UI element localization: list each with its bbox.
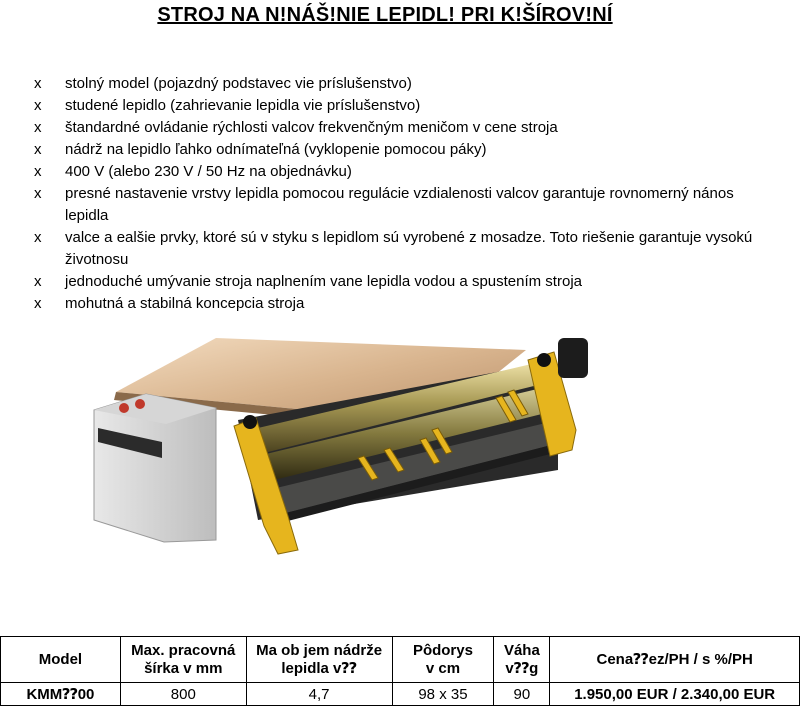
list-item <box>34 73 774 95</box>
feature-text: studené lepidlo (zahrievanie lepidla vie príslušenstvo) <box>65 97 421 114</box>
list-item <box>34 95 774 117</box>
cell-volume: 4,7 <box>246 683 392 706</box>
feature-text: mohutná a stabilná koncepcia stroja <box>65 295 305 312</box>
list-item <box>34 271 774 293</box>
bullet-mark: x <box>34 163 42 180</box>
list-item <box>34 227 774 271</box>
list-item <box>34 293 774 315</box>
feature-text: 400 V (alebo 230 V / 50 Hz na objednávku) <box>65 163 352 180</box>
title-text: STROJ NA N!NÁŠ!NIE LEPIDL! PRI K!ŠÍROV!NÍ <box>157 4 613 26</box>
drive-motor <box>558 338 588 378</box>
machine-photo <box>88 330 618 560</box>
cell-price: 1.950,00 EUR / 2.340,00 EUR <box>550 683 800 706</box>
list-item <box>34 161 774 183</box>
header-weight: Váha v⁇g <box>494 637 550 683</box>
header-model: Model <box>1 637 121 683</box>
feature-text: štandardné ovládanie rýchlosti valcov frekvenčným meničom v cene stroja <box>65 119 558 136</box>
feature-text: presné nastavenie vrstvy lepidla pomocou regulácie vzdialenosti valcov garantuje rovnomerný nános lepidla <box>65 185 734 224</box>
cell-model: KMM⁇00 <box>1 683 121 706</box>
bullet-mark: x <box>34 119 42 136</box>
bullet-mark: x <box>34 229 42 246</box>
stop-button <box>119 403 129 413</box>
list-item <box>34 117 774 139</box>
knob <box>537 353 551 367</box>
bullet-mark: x <box>34 273 42 290</box>
feature-list <box>34 73 774 315</box>
knob <box>243 415 257 429</box>
cell-width: 800 <box>120 683 246 706</box>
header-width: Max. pracovná šírka v mm <box>120 637 246 683</box>
feature-text: jednoduché umývanie stroja naplnením vane lepidla vodou a spustením stroja <box>65 273 582 290</box>
table-row <box>1 683 800 706</box>
header-volume: Ma ob jem nádrže lepidla v⁇ <box>246 637 392 683</box>
feature-text: valce a ealšie prvky, ktoré sú v styku s lepidlom sú vyrobené z mosadze. Toto riešenie garantuje vysokú životnosu <box>65 229 753 268</box>
spec-table <box>0 636 800 706</box>
bullet-mark: x <box>34 295 42 312</box>
header-price: Cena⁇ez/PH / s %/PH <box>550 637 800 683</box>
feature-text: stolný model (pojazdný podstavec vie príslušenstvo) <box>65 75 412 92</box>
bullet-mark: x <box>34 185 42 202</box>
glue-spreader-illustration <box>88 330 618 560</box>
list-item <box>34 183 774 227</box>
bullet-mark: x <box>34 141 42 158</box>
cell-weight: 90 <box>494 683 550 706</box>
page-title <box>0 4 800 27</box>
table-header-row <box>1 637 800 683</box>
start-button <box>135 399 145 409</box>
cell-footprint: 98 x 35 <box>392 683 494 706</box>
bullet-mark: x <box>34 97 42 114</box>
header-footprint: Pôdorys v cm <box>392 637 494 683</box>
list-item <box>34 139 774 161</box>
bullet-mark: x <box>34 75 42 92</box>
feature-text: nádrž na lepidlo ľahko odnímateľná (vyklopenie pomocou páky) <box>65 141 487 158</box>
